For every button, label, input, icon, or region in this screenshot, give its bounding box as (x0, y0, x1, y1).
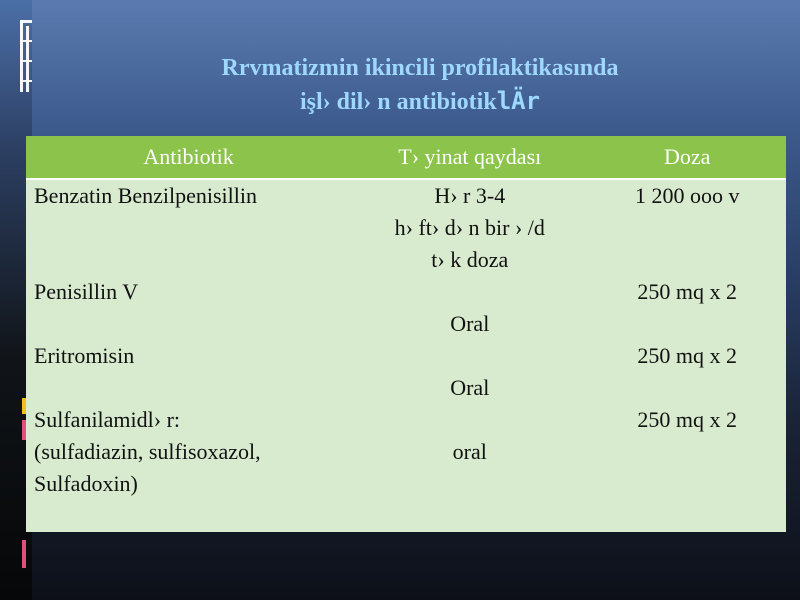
cell-dose: 250 mq x 2 (637, 279, 738, 304)
cell-name: Benzatin Benzilpenisillin (26, 179, 351, 276)
title-line-2-main: işl› dil› n antibiotik (299, 89, 497, 115)
table-row (26, 340, 786, 404)
rule-line: Oral (450, 311, 490, 336)
title-line-1: Rrvmatizmin ikincili profilaktikasında (221, 55, 619, 81)
title-line-2 (132, 85, 708, 119)
cell-name: Penisillin V (34, 279, 139, 304)
name-line: Sulfanilamidl› r: (34, 407, 181, 432)
cell-dose: 250 mq x 2 (637, 407, 738, 432)
name-line: Sulfadoxin) (34, 471, 138, 496)
header-dose: Doza (588, 136, 786, 179)
header-antibiotic: Antibiotik (26, 136, 351, 179)
side-accent-red-lower (22, 540, 26, 568)
cell-dose: 250 mq x 2 (637, 343, 738, 368)
table-row (26, 276, 786, 340)
rule-line: h› ft› d› n bir › /d (394, 215, 545, 240)
cell-rule (351, 340, 588, 404)
name-line: (sulfadiazin, sulfisoxazol, (34, 439, 261, 464)
rule-line: t› k doza (431, 247, 509, 272)
rule-line: Oral (450, 375, 490, 400)
rule-line: oral (452, 439, 487, 464)
antibiotic-table-container (26, 136, 786, 532)
title-line-2-suffix: lÄr (496, 87, 541, 115)
antibiotic-table (26, 136, 786, 500)
table-row (26, 404, 786, 500)
cell-rule (351, 404, 588, 500)
slide-title (132, 52, 708, 119)
cell-dose: 1 200 ooo v (588, 179, 786, 276)
rule-line: H› r 3-4 (434, 183, 506, 208)
table-header-row (26, 136, 786, 179)
cell-rule (351, 179, 588, 276)
cell-name: Eritromisin (34, 343, 135, 368)
header-rule: T› yinat qaydası (351, 136, 588, 179)
table-row (26, 179, 786, 276)
cell-name (26, 404, 351, 500)
cell-rule (351, 276, 588, 340)
